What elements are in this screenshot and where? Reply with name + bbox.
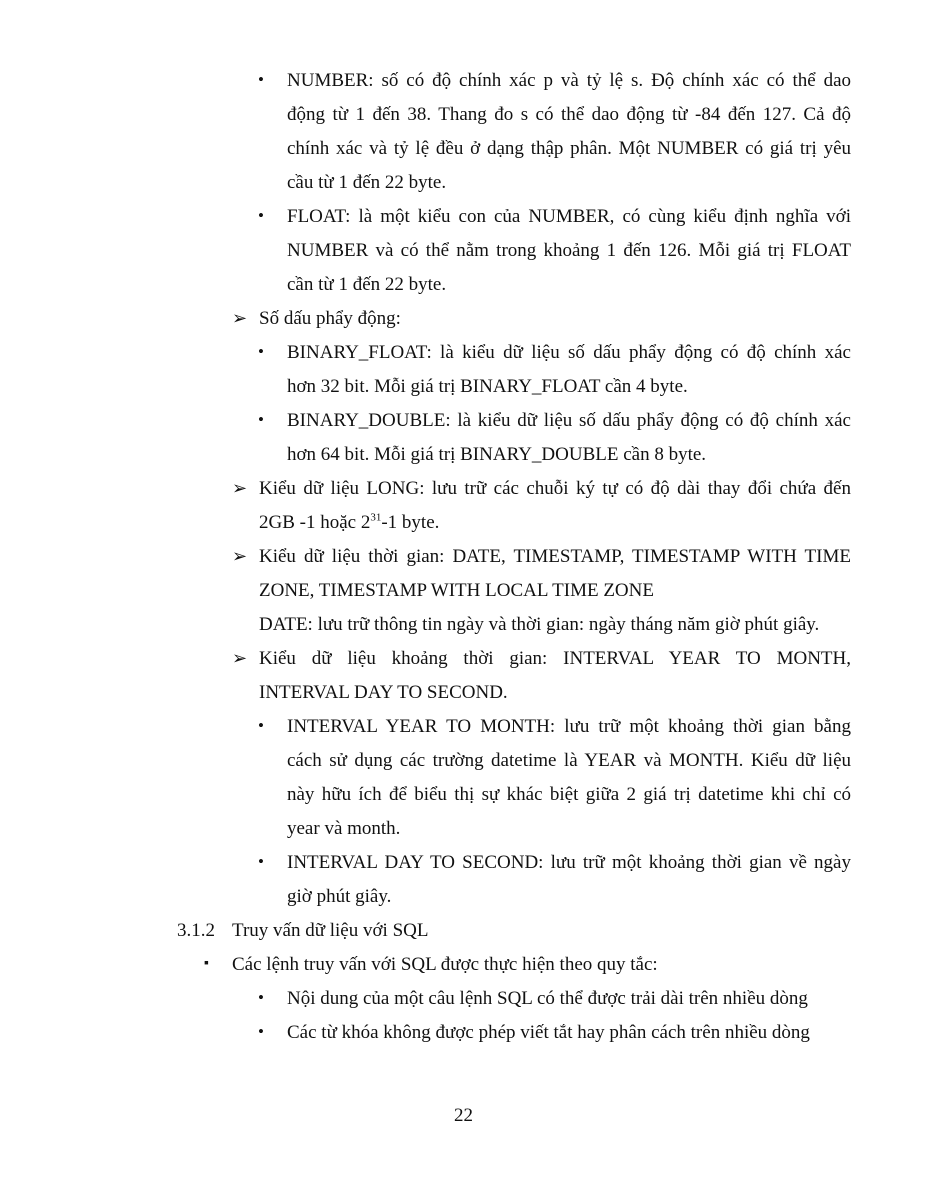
paragraph-line: hơn 64 bit. Mỗi giá trị BINARY_DOUBLE cần 8 byte. <box>287 444 707 465</box>
rule-bullet-text: Nội dung của một câu lệnh SQL có thể được trải dài trên nhiều dòng <box>287 988 808 1009</box>
arrow-bullet-icon: ➢ <box>232 546 248 566</box>
paragraph-line: year và month. <box>287 818 401 839</box>
long-size-text: 2GB -1 hoặc 2 <box>259 512 371 533</box>
paragraph-line: động từ 1 đến 38. Thang đo s có thể dao động từ -84 đến 127. Cả độ <box>287 104 851 125</box>
bullet-icon: • <box>258 852 264 871</box>
paragraph-line: cần từ 1 đến 22 byte. <box>287 274 447 295</box>
section-title: Truy vấn dữ liệu với SQL <box>232 920 429 941</box>
paragraph-line: cầu từ 1 đến 22 byte. <box>287 172 447 193</box>
rule-bullet-text: Các từ khóa không được phép viết tắt hay phân cách trên nhiều dòng <box>287 1022 810 1043</box>
paragraph-line: Kiểu dữ liệu khoảng thời gian: INTERVAL YEAR TO MONTH, <box>259 648 851 669</box>
paragraph-line: BINARY_FLOAT: là kiểu dữ liệu số dấu phẩy động có độ chính xác <box>287 342 851 363</box>
paragraph-line: cách sử dụng các trường datetime là YEAR và MONTH. Kiểu dữ liệu <box>287 750 851 771</box>
rule-intro-text: Các lệnh truy vấn với SQL được thực hiện theo quy tắc: <box>232 954 658 975</box>
paragraph-line: FLOAT: là một kiểu con của NUMBER, có cùng kiểu định nghĩa với <box>287 206 851 227</box>
bullet-icon: • <box>258 1022 264 1041</box>
bullet-icon: • <box>258 342 264 361</box>
paragraph-line: giờ phút giây. <box>287 886 392 907</box>
long-size-text-end: -1 byte. <box>381 512 440 533</box>
bullet-icon: • <box>258 206 264 225</box>
bullet-icon: • <box>258 988 264 1007</box>
square-bullet-icon: ▪ <box>204 956 209 971</box>
bullet-icon: • <box>258 410 264 429</box>
paragraph-line: INTERVAL DAY TO SECOND: lưu trữ một khoảng thời gian về ngày <box>287 852 851 873</box>
paragraph-line: INTERVAL YEAR TO MONTH: lưu trữ một khoảng thời gian bằng <box>287 716 851 737</box>
arrow-bullet-icon: ➢ <box>232 478 248 498</box>
paragraph-line: DATE: lưu trữ thông tin ngày và thời gian: ngày tháng năm giờ phút giây. <box>259 614 820 635</box>
bullet-icon: • <box>258 70 264 89</box>
paragraph-line: Kiểu dữ liệu LONG: lưu trữ các chuỗi ký tự có độ dài thay đổi chứa đến <box>259 478 851 499</box>
paragraph-line: chính xác và tỷ lệ đều ở dạng thập phân. Một NUMBER có giá trị yêu <box>287 138 851 159</box>
paragraph-line: INTERVAL DAY TO SECOND. <box>259 682 508 703</box>
paragraph-line: NUMBER: số có độ chính xác p và tỷ lệ s. Độ chính xác có thể dao <box>287 70 851 91</box>
paragraph-line: Số dấu phẩy động: <box>259 308 401 329</box>
paragraph-line: Kiểu dữ liệu thời gian: DATE, TIMESTAMP, TIMESTAMP WITH TIME <box>259 546 851 567</box>
paragraph-line <box>259 513 439 532</box>
page-number: 22 <box>454 1105 473 1126</box>
paragraph-line: này hữu ích để biểu thị sự khác biệt giữa 2 giá trị datetime khi chỉ có <box>287 784 851 805</box>
paragraph-line: NUMBER và có thể nằm trong khoảng 1 đến 126. Mỗi giá trị FLOAT <box>287 240 851 261</box>
section-number: 3.1.2 <box>177 920 215 941</box>
paragraph-line: hơn 32 bit. Mỗi giá trị BINARY_FLOAT cần 4 byte. <box>287 376 688 397</box>
bullet-icon: • <box>258 716 264 735</box>
paragraph-line: BINARY_DOUBLE: là kiểu dữ liệu số dấu phẩy động có độ chính xác <box>287 410 851 431</box>
paragraph-line: ZONE, TIMESTAMP WITH LOCAL TIME ZONE <box>259 580 654 601</box>
arrow-bullet-icon: ➢ <box>232 648 248 668</box>
exponent: 31 <box>370 511 382 524</box>
arrow-bullet-icon: ➢ <box>232 308 248 328</box>
